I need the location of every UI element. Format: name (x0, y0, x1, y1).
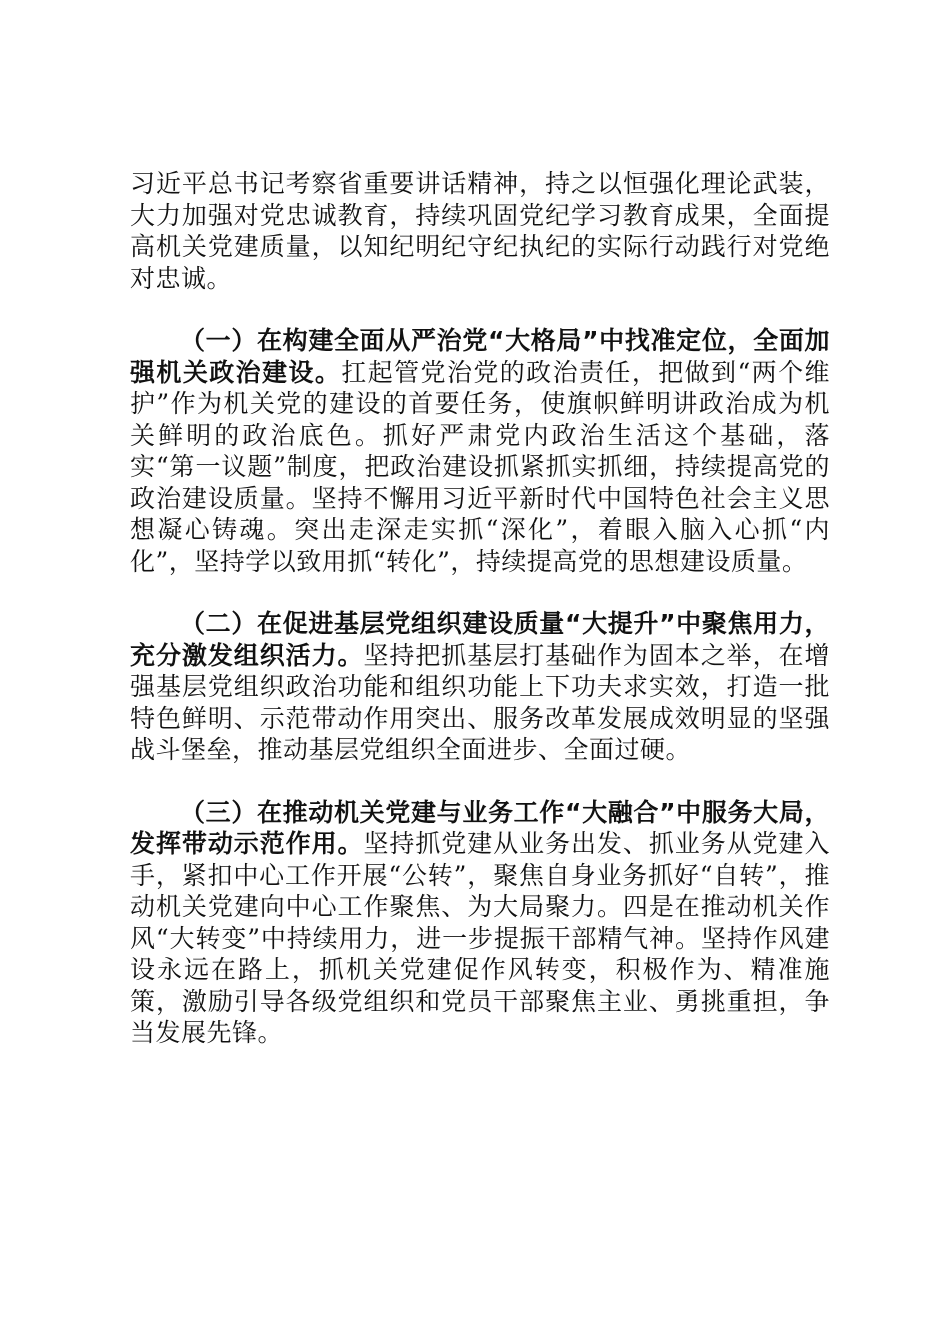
section-1-text: 扛起管党治党的政治责任，把做到“两个维护”作为机关党的建设的首要任务，使旗帜鲜明讲政治成为机关鲜明的政治底色。抓好严肃党内政治生活这个基础，落实“第一议题”制度，把政治建设抓紧抓实抓细，持续提高党的政治建设质量。坚持不懈用习近平新时代中国特色社会主义思想凝心铸魂。突出走深走实抓“深化”，着眼入脑入心抓“内化”，坚持学以致用抓“转化”，持续提高党的思想建设质量。 (130, 357, 830, 576)
paragraph-section-3 (130, 797, 830, 1049)
section-3-text: 坚持抓党建从业务出发、抓业务从党建入手，紧扣中心工作开展“公转”，聚焦自身业务抓好“自转”，推动机关党建向中心工作聚焦、为大局聚力。四是在推动机关作风“大转变”中持续用力，进一步提振干部精气神。坚持作风建设永远在路上，抓机关党建促作风转变，积极作为、精准施策，激励引导各级党组织和党员干部聚焦主业、勇挑重担，争当发展先锋。 (130, 829, 830, 1047)
document-body (130, 168, 830, 1080)
paragraph-intro-text: 习近平总书记考察省重要讲话精神，持之以恒强化理论武装，大力加强对党忠诚教育，持续巩固党纪学习教育成果，全面提高机关党建质量，以知纪明纪守纪执纪的实际行动践行对党绝对忠诚。 (130, 169, 830, 293)
paragraph-section-2 (130, 608, 830, 766)
section-2-heading: （二）在促进基层党组织建设质量“大提升”中聚焦用力，充分激发组织活力。 (130, 609, 830, 670)
paragraph-section-1 (130, 325, 830, 577)
section-2-text: 坚持把抓基层打基础作为固本之举，在增强基层党组织政治功能和组织功能上下功夫求实效，打造一批特色鲜明、示范带动作用突出、服务改革发展成效明显的坚强战斗堡垒，推动基层党组织全面进步、全面过硬。 (130, 640, 830, 764)
section-1-heading: （一）在构建全面从严治党“大格局”中找准定位，全面加强机关政治建设。 (130, 326, 830, 387)
paragraph-intro (130, 168, 830, 294)
section-3-heading: （三）在推动机关党建与业务工作“大融合”中服务大局，发挥带动示范作用。 (130, 797, 830, 858)
